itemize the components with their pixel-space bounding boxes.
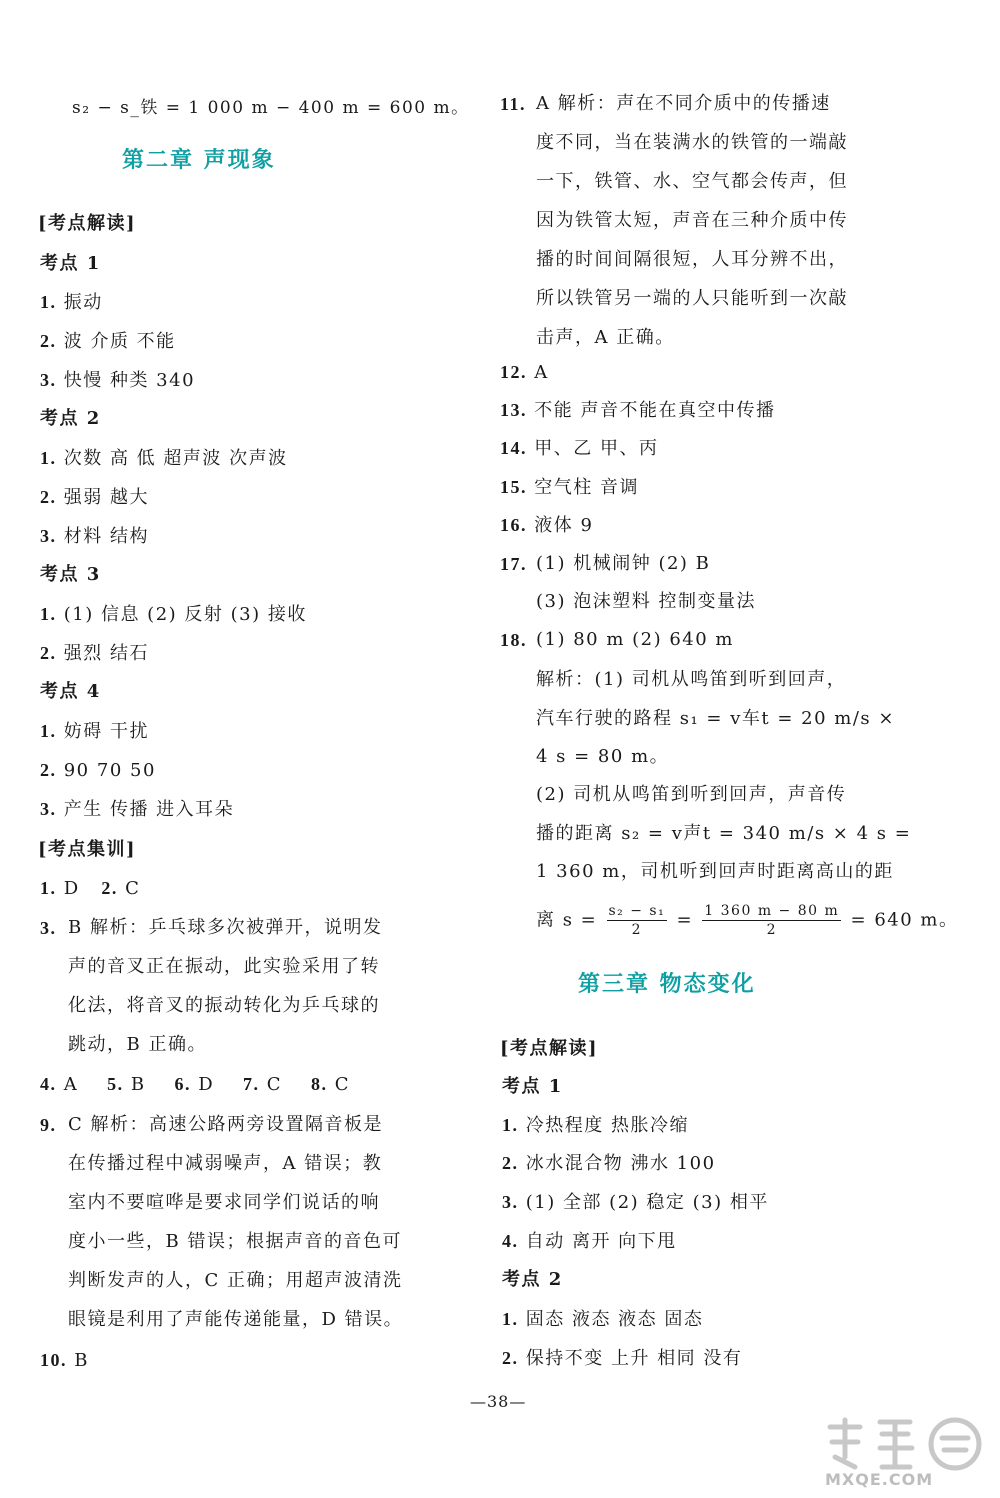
q18-final-formula: 离 s = $\frac{\text{s₂ − s₁}}{2}$ = $\frac{1 360 m - 80 m}{2}$ = 640 m。 [536,903,959,938]
q9-line: 室内不要喧哗是要求同学们说话的响 [68,1192,380,1213]
q9-line: 眼镜是利用了声能传递能量，D 错误。 [68,1309,404,1330]
q3-line: 声的音叉正在振动，此实验采用了转 [68,956,380,977]
page-number: —38— [470,1392,527,1411]
section-training-heading: [考点集训] [38,839,137,860]
list-item: 2. 强烈 结石 [40,643,149,664]
list-item: 4. 自动 离开 向下甩 [502,1231,677,1252]
kp2-heading: 考点 2 [502,1269,563,1290]
answer-16: 16. 液体 9 [500,515,594,536]
q18-line: (1) 80 m (2) 640 m [536,629,734,650]
q18-line: 汽车行驶的路程 s₁ = v车t = 20 m/s × [536,708,895,729]
q17-line: (1) 机械闹钟 (2) B [536,553,711,574]
q3-line: 跳动，B 正确。 [68,1034,207,1055]
q17-line: (3) 泡沫塑料 控制变量法 [536,591,756,612]
top-formula: s₂ − s_铁 = 1 000 m − 400 m = 600 m。 [72,98,470,118]
q11-line: A 解析：声在不同介质中的传播速 [536,93,831,114]
answer-13: 13. 不能 声音不能在真空中传播 [500,400,776,421]
list-item: 3. 产生 传播 进入耳朵 [40,799,235,820]
answer-1-2: 1. D 2. C [40,878,141,899]
section-reading-heading: [考点解读] [38,213,137,234]
list-item: 1. 次数 高 低 超声波 次声波 [40,448,288,469]
q3-line: B 解析：乒乓球多次被弹开，说明发 [68,917,383,938]
chapter2-title: 第二章 声现象 [122,148,276,173]
q11-line: 因为铁管太短，声音在三种介质中传 [536,210,848,231]
answer-14: 14. 甲、乙 甲、丙 [500,438,659,459]
q11-line: 一下，铁管、水、空气都会传声，但 [536,171,848,192]
list-item: 3. 材料 结构 [40,526,149,547]
q11-line: 度不同，当在装满水的铁管的一端敲 [536,132,848,153]
q17-number: 17. [500,554,527,574]
q11-number: 11. [500,94,527,114]
answer-15: 15. 空气柱 音调 [500,477,639,498]
kp3-heading: 考点 3 [40,564,101,585]
q11-line: 播的时间间隔很短，人耳分辨不出， [536,249,848,270]
list-item: 2. 强弱 越大 [40,487,149,508]
list-item: 3. (1) 全部 (2) 稳定 (3) 相平 [502,1192,769,1213]
q3-line: 化法，将音叉的振动转化为乒乓球的 [68,995,380,1016]
q11-line: 所以铁管另一端的人只能听到一次敲 [536,288,848,309]
list-item: 1. 冷热程度 热胀冷缩 [502,1115,689,1136]
q9-number: 9. [40,1115,57,1135]
q18-line: 播的距离 s₂ = v声t = 340 m/s × 4 s = [536,823,912,844]
q18-number: 18. [500,630,527,650]
answer-4-8: 4. A 5. B 6. D 7. C 8. C [40,1074,350,1095]
q18-line: 4 s = 80 m。 [536,746,670,767]
list-item: 2. 保持不变 上升 相同 没有 [502,1348,743,1369]
q9-line: 判断发声的人，C 正确；用超声波清洗 [68,1270,403,1291]
q9-line: 度小一些，B 错误；根据声音的音色可 [68,1231,402,1252]
kp2-heading: 考点 2 [40,408,101,429]
list-item: 2. 波 介质 不能 [40,331,176,352]
chapter3-title: 第三章 物态变化 [578,972,756,997]
list-item: 2. 冰水混合物 沸水 100 [502,1153,716,1174]
kp1-heading: 考点 1 [502,1076,563,1097]
q9-line: C 解析：高速公路两旁设置隔音板是 [68,1114,383,1135]
q18-line: 解析：(1) 司机从鸣笛到听到回声， [536,669,847,690]
fraction: $\frac{\text{s₂ − s₁}}{2}$ [608,903,666,938]
list-item: 2. 90 70 50 [40,760,156,781]
list-item: 1. 振动 [40,292,103,313]
q11-line: 击声，A 正确。 [536,327,675,348]
watermark-text: MXQE.COM [825,1470,934,1489]
q18-line: 1 360 m，司机听到回声时距离高山的距 [536,861,894,882]
list-item: 1. 固态 液态 液态 固态 [502,1309,704,1330]
list-item: 1. (1) 信息 (2) 反射 (3) 接收 [40,604,307,625]
q3-number: 3. [40,918,57,938]
section-reading-heading: [考点解读] [500,1038,599,1059]
fraction: $\frac{1 360 m - 80 m}{2}$ [704,903,840,938]
kp4-heading: 考点 4 [40,681,101,702]
answer-12: 12. A [500,362,549,383]
list-item: 1. 妨碍 干扰 [40,721,149,742]
answer-10: 10. B [40,1350,89,1371]
list-item: 3. 快慢 种类 340 [40,370,196,391]
q18-line: (2) 司机从鸣笛到听到回声，声音传 [536,784,847,805]
q9-line: 在传播过程中减弱噪声，A 错误；教 [68,1153,383,1174]
kp1-heading: 考点 1 [40,253,101,274]
